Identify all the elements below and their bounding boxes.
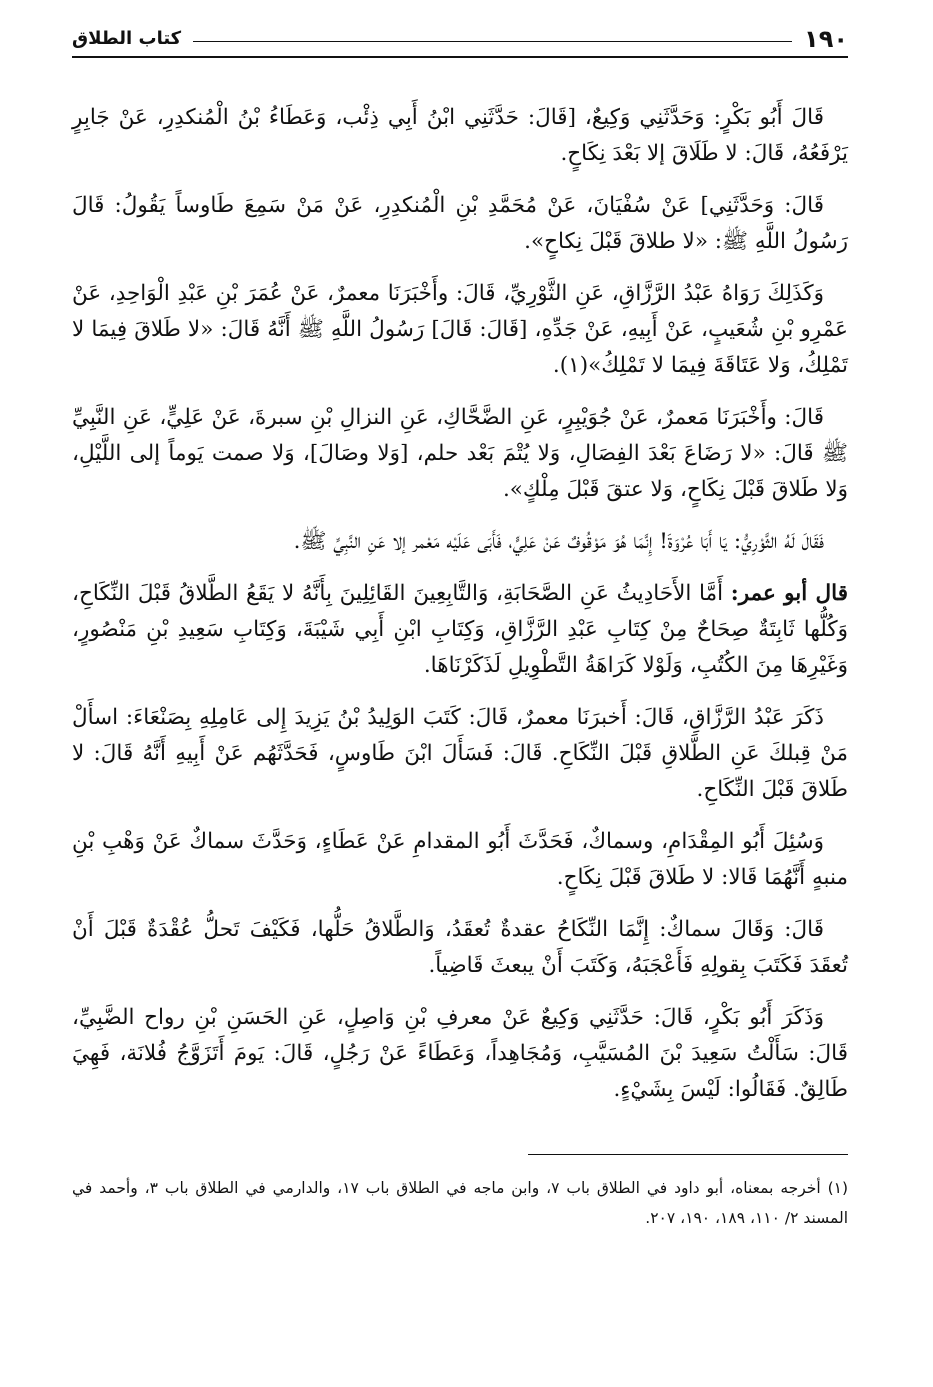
page-number: ١٩٠ (804, 25, 848, 53)
paragraph: قَالَ أَبُو بَكْرٍ: وَحَدَّثَنِي وَكِيعٌ، [قَالَ: حَدَّثَنِي ابْنُ أَبِي ذِئْب، وَعَطَاءُ بْنُ الْمُنكدِرِ، عَنْ جَابِرٍ يَرْفَعُهُ، قَالَ: لا طَلَاقَ إلا بَعْدَ نِكَاحٍ. (72, 105, 848, 166)
paragraph: قَالَ: وأَخْبَرَنَا مَعمرٌ، عَنْ جُوَيْبِرٍ، عَنِ الضَّحَّاكِ، عَنِ النزالِ بْنِ سبرةَ، عَنْ عَلِيٍّ، عَنِ النَّبِيِّ ﷺ قَالَ: «لا رَضَاعَ بَعْدَ الفِصَالِ، وَلا يُتْمَ بَعْد حلم، [وَلا وصَالَ]، وَلا صمت يَوماً إلى اللَّيْلِ، وَلا طَلاقَ قَبْلَ نِكَاحٍ، وَلا عتقَ قَبْلَ مِلْكٍ». (72, 405, 848, 502)
paragraph: وَذَكَرَ أَبُو بَكْرٍ، قَالَ: حَدَّثَنِي وَكِيعٌ عَنْ معرفِ بْنِ وَاصِلٍ، عَنِ الحَسَنِ بْنِ رواح الضَّبِيِّ، قَالَ: سَأَلْتُ سَعِيدَ بْنَ المُسَيَّبِ، وَمُجَاهِداً، وَعَطَاءً عَنْ رَجُلٍ، قَالَ: يَومَ أَتَزَوَّجُ فُلانَة، فَهِيَ طَالِقٌ. فَقَالُوا: لَيْسَ بِشَيْءٍ. (72, 1005, 848, 1102)
footnote-separator (528, 1154, 848, 1155)
book-page (72, 22, 848, 1233)
page-header (72, 22, 848, 58)
paragraph: ذَكَرَ عَبْدُ الرَّزَّاقِ، قَالَ: أَخبرَنَا معمرٌ، قَالَ: كَتَبَ الوَلِيدُ بْنُ يَزِيدَ إِلى عَامِلِهِ بِصَنْعَاءَ: اسأَلْ مَنْ قِبلكَ عَنِ الطَّلاقِ قَبْلَ النِّكَاحِ. قَالَ: فَسَأَلَ ابْنَ طَاوسٍ، فَحَدَّثَهُم عَنْ أَبِيهِ أَنَّهُ قَالَ: لا طَلاقَ قَبْلَ النِّكَاحِ. (72, 705, 848, 802)
main-text (72, 100, 848, 1108)
paragraph: قال أبو عمر: أَمَّا الأَحَادِيثُ عَنِ الصَّحَابَةِ، وَالتَّابِعِينَ القَائِلِينَ بِأَنَّهُ لا يَقَعُ الطَّلاقُ قَبْلَ النِّكَاحِ، وَكُلُّها ثَابِتَةٌ صِحَاحٌ مِنْ كِتَابِ عَبْدِ الرَّزَّاقِ، وَكِتَابِ ابْنِ أَبِي شَيْبَةَ، وَكِتَابِ سَعِيدِ بْنِ مَنْصُورٍ، وَغَيْرِهَا مِنَ الكُتُبِ، وَلَوْلا كَرَاهَةُ التَّطْوِيلِ لَذَكَرْنَاهَا. (72, 581, 849, 678)
paragraph: قَالَ: وَقَالَ سماكٌ: إِنَّمَا النِّكَاحُ عقدةٌ تُعقَدُ، وَالطَّلاقُ حَلُّها، فَكَيْفَ تَحلُّ عُقْدَةٌ قَبْلَ أَنْ تُعقَدَ فَكَتَبَ بِقولِهِ فَأَعْجَبَهُ، وَكَتَبَ أَنْ يبعثَ قَاضِياً. (72, 917, 848, 978)
speaker-label: قال أبو عمر: (730, 581, 849, 606)
book-title: كتاب الطلاق (72, 28, 182, 49)
footnote: (١) أخرجه بمعناه، أبو داود في الطلاق باب ٧، وابن ماجه في الطلاق باب ١٧، والدارمي في الطلاق باب ٣، وأحمد في المسند ٢/ ١١٠، ١٨٩، ١٩٠، ٢٠٧. (72, 1179, 849, 1227)
paragraph: قَالَ: وَحَدَّثَنِي] عَنْ سُفْيَانَ، عَنْ مُحَمَّدِ بْنِ الْمُنكدِرِ، عَنْ مَنْ سَمِعَ طَاوساً يَقُولُ: قَالَ رَسُولُ اللَّهِ ﷺ: «لا طلاقَ قَبْلَ نِكاحٍ». (72, 193, 848, 254)
paragraph: فَقَالَ لَهُ الثَّوْرِيُّ: يَا أَبَا عُرْوَةَ! إِنَّمَا هُوَ مَوْقُوفٌ عَنْ عَلِيٍّ، فَأَبَى عَلَيْه مَعْمر إلا عَنِ النَّبِيِّ ﷺ. (293, 529, 824, 554)
paragraph: وَكَذَلِكَ رَوَاهُ عَبْدُ الرَّزَّاقِ، عَنِ الثَّوْرِيِّ، قَالَ: وأَخْبَرَنَا معمرٌ، عَنْ عُمَرَ بْنِ عَبْدِ الْوَاحِدِ، عَنْ عَمْرِو بْنِ شُعَيبٍ، عَنْ أَبِيهِ، عَنْ جَدِّهِ، [قَالَ: قَالَ] رَسُولُ اللَّهِ ﷺ أَنَّهُ قَالَ: «لا طَلاقَ فِيمَا لا تَمْلِكُ، وَلا عَتَاقَةَ فِيمَا لا تَمْلِكُ»(١). (72, 281, 848, 378)
header-rule (193, 41, 792, 42)
paragraph: وَسُئِلَ أَبُو المِقْدَامِ، وسماكٌ، فَحَدَّثَ أَبُو المقدامِ عَنْ عَطَاءٍ، وَحَدَّثَ سماكٌ عَنْ وَهْبِ بْنِ منبهٍ أَنَّهُمَا قَالا: لا طَلاقَ قَبْلَ نِكَاحٍ. (72, 829, 848, 890)
